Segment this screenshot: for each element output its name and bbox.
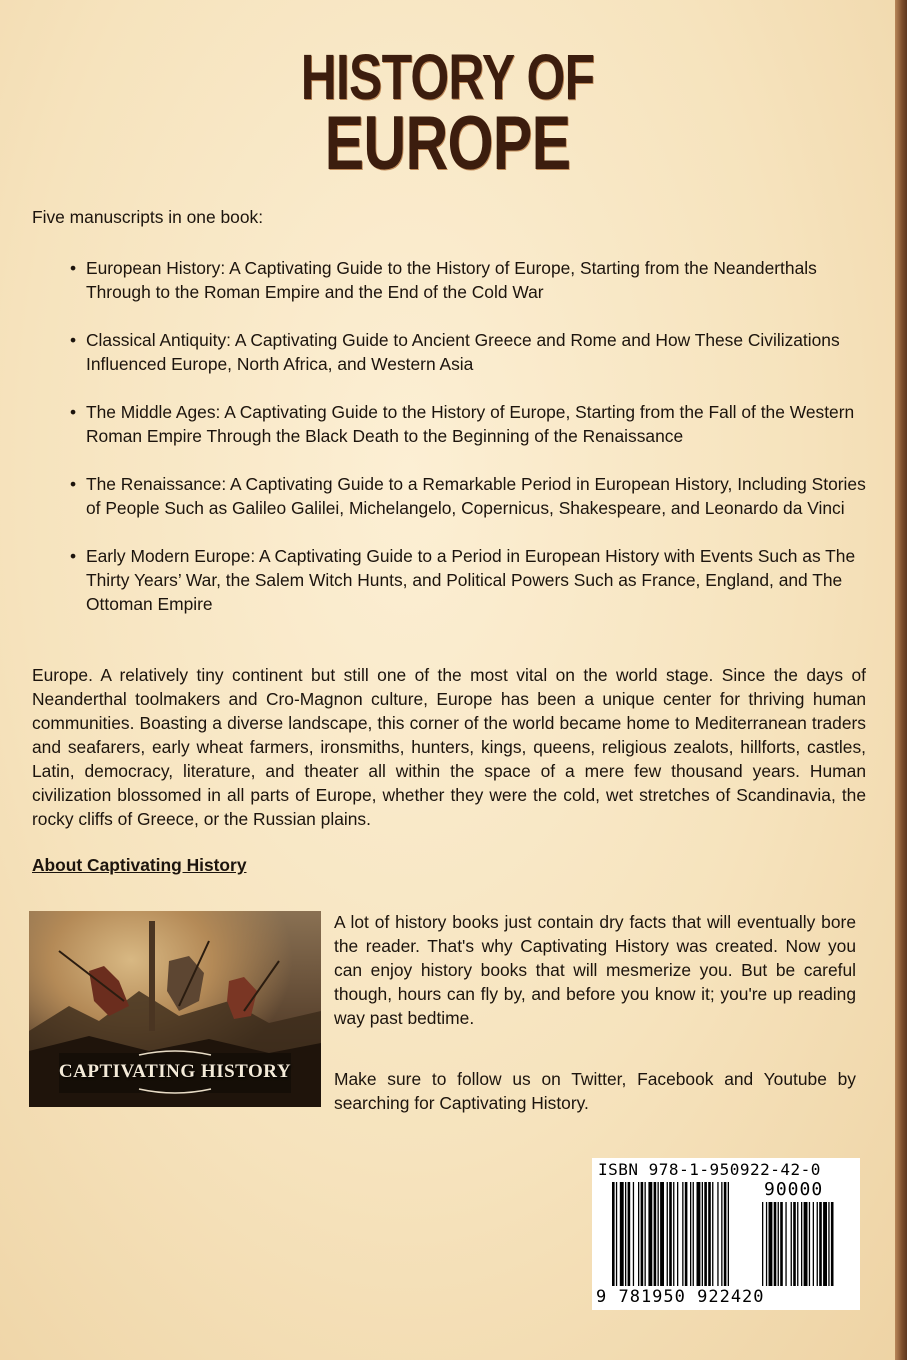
barcode-bar (648, 1182, 652, 1286)
book-spine-edge (895, 0, 907, 1360)
barcode-bar (677, 1182, 678, 1286)
barcode-bar (823, 1202, 827, 1286)
barcode-bar (828, 1202, 829, 1286)
follow-paragraph: Make sure to follow us on Twitter, Facebook and Youtube by searching for Captivating History. (334, 1069, 856, 1113)
manuscript-item: • The Renaissance: A Captivating Guide to a Remarkable Period in European History, Including Stories of People Such as Galileo Galilei, Michelangelo, Copernicus, Shakespeare, and Leonardo da Vinci (70, 472, 870, 520)
barcode-bar (682, 1182, 683, 1286)
manuscript-item: • European History: A Captivating Guide to the History of Europe, Starting from the Neanderthals Through to the Roman Empire and the End of the Cold War (70, 256, 870, 304)
barcode-bar (804, 1202, 808, 1286)
barcode-bar (766, 1202, 767, 1286)
barcode-bar (778, 1202, 779, 1286)
ean-number: 9 781950 922420 (596, 1287, 765, 1307)
manuscript-list (70, 256, 870, 640)
about-heading: About Captivating History (32, 855, 247, 875)
title-line-1: HISTORY OF (300, 41, 595, 113)
isbn-label: ISBN 978-1-950922-42-0 (598, 1160, 821, 1179)
barcode-bar (774, 1202, 777, 1286)
about-paragraph: A lot of history books just contain dry facts that will eventually bore the reader. That's why Captivating History was created. Now you can enjoy history books that will mesmerize you. But be careful though, hours can fly by, and before you know it; you're up reading way past bedtime. (334, 912, 856, 1028)
barcode-bar (785, 1202, 786, 1286)
barcode-bar (669, 1182, 672, 1286)
barcode-bar (819, 1202, 822, 1286)
description-paragraph: Europe. A relatively tiny continent but still one of the most vital on the world stage. Since the days of Neanderthal toolmakers and Cro-Magnon culture, Europe has been a unique center for thriving human communities. Boasting a diverse landscape, this corner of the world became home to Mediterranean traders and seafarers, early wheat farmers, ironsmiths, hunters, kings, queens, religious zealots, hillforts, castles, Latin, democracy, literature, and theater all within the space of a mere few thousand years. Human civilization blossomed in all parts of Europe, whether they were the cold, wet stretches of Scandinavia, the rocky cliffs of Greece, or the Russian plains. (32, 665, 866, 829)
barcode-bar (620, 1182, 624, 1286)
barcode-bar (673, 1182, 674, 1286)
barcode-bar (697, 1182, 701, 1286)
barcode-bar (712, 1182, 713, 1286)
barcode-bar (641, 1182, 644, 1286)
battle-painting-image (29, 911, 321, 1107)
barcode-bar (690, 1182, 691, 1286)
barcode-bar (704, 1182, 707, 1286)
barcode-bar (667, 1182, 668, 1286)
barcode-bar (702, 1182, 703, 1286)
title-line-2: EUROPE (324, 101, 571, 186)
barcode-bar (660, 1182, 664, 1286)
captivating-history-logo-text: CAPTIVATING HISTORY (58, 1061, 292, 1082)
barcode-bar (616, 1182, 617, 1286)
barcode-bar (658, 1182, 659, 1286)
barcode-bar (791, 1202, 792, 1286)
barcode-bar (625, 1182, 626, 1286)
price-code: 90000 (764, 1179, 824, 1200)
barcode-bar (654, 1182, 657, 1286)
barcode-bar (780, 1202, 783, 1286)
manuscript-item: • Classical Antiquity: A Captivating Guide to Ancient Greece and Rome and How These Civilizations Influenced Europe, North Africa, and Western Asia (70, 328, 870, 376)
isbn-barcode (592, 1158, 860, 1310)
barcode-bar (628, 1182, 631, 1286)
barcode-bar (645, 1182, 646, 1286)
barcode-bar (813, 1202, 814, 1286)
barcode-bar (685, 1182, 688, 1286)
barcode-bar (633, 1182, 634, 1286)
barcode-bar (809, 1202, 810, 1286)
barcode-bar (638, 1182, 639, 1286)
barcode-bar (797, 1202, 798, 1286)
manuscript-item: • The Middle Ages: A Captivating Guide to the History of Europe, Starting from the Fall of the Western Roman Empire Through the Black Death to the Beginning of the Renaissance (70, 400, 870, 448)
barcode-bar (769, 1202, 773, 1286)
barcode-bar (724, 1182, 727, 1286)
manuscript-item: • Early Modern Europe: A Captivating Guide to a Period in European History with Events Such as The Thirty Years’ War, the Salem Witch Hunts, and Political Powers Such as France, England, and The Ottoman Empire (70, 544, 870, 616)
barcode-bar (801, 1202, 802, 1286)
barcode-bar (762, 1202, 763, 1286)
barcode-bar (721, 1182, 722, 1286)
barcode-bar (831, 1202, 834, 1286)
barcode-bar (693, 1182, 694, 1286)
barcode-bar (728, 1182, 729, 1286)
barcode-bar (717, 1182, 718, 1286)
intro-text: Five manuscripts in one book: (32, 207, 264, 227)
barcode-bar (817, 1202, 818, 1286)
barcode-bar (708, 1182, 711, 1286)
barcode-bar (612, 1182, 615, 1286)
barcode-bar (793, 1202, 796, 1286)
